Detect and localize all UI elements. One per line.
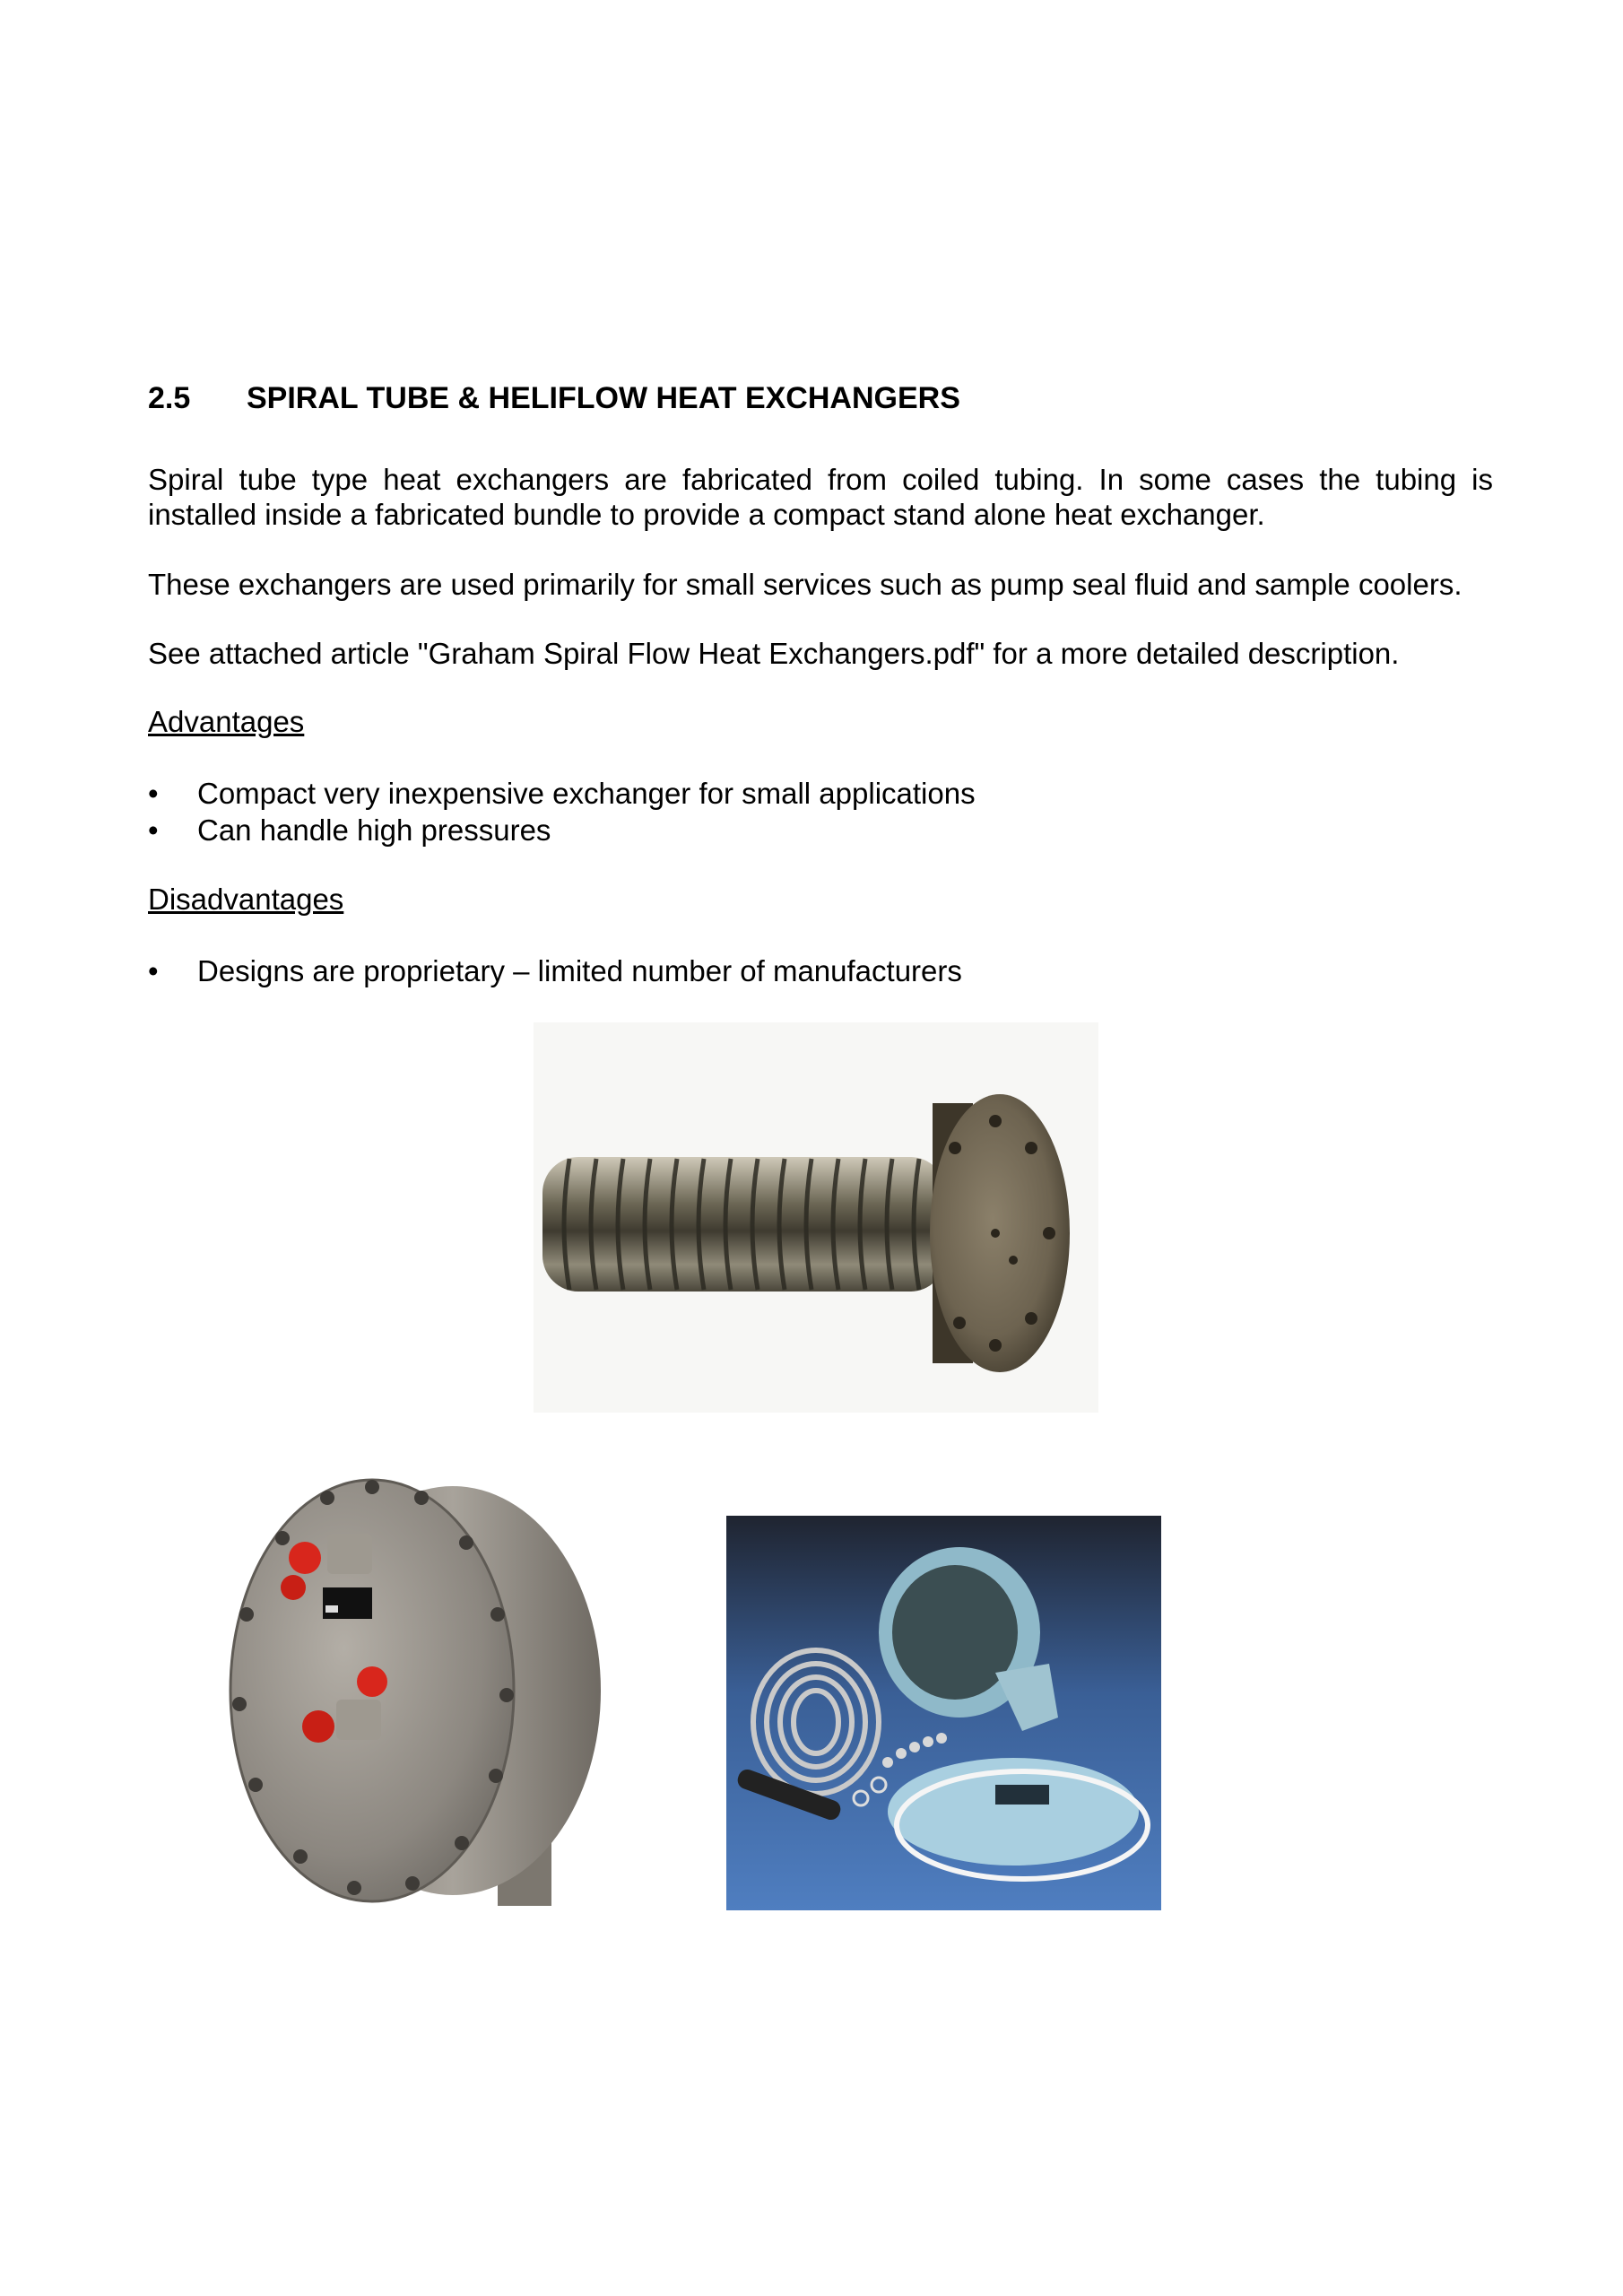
advantages-list [148,775,976,848]
disadvantages-heading: Disadvantages [148,883,344,916]
advantage-item: • Can handle high pressures [148,812,976,848]
section-title: SPIRAL TUBE & HELIFLOW HEAT EXCHANGERS [247,381,960,415]
disassembled-exchanger-photo [726,1516,1161,1910]
flange [930,1094,1070,1372]
advantages-heading: Advantages [148,705,305,738]
shell-exchanger-photo [229,1471,605,1910]
section-heading [148,381,960,416]
paragraph-intro: Spiral tube type heat exchangers are fabricated from coiled tubing. In some cases the tubing is installed inside a fabricated bundle to provide a compact stand alone heat exchanger. [148,463,1493,531]
section-number: 2.5 [148,381,191,415]
disadvantage-item: • Designs are proprietary – limited number of manufacturers [148,952,962,989]
spiral-coil-photo [534,1022,1098,1413]
paragraph-reference: See attached article "Graham Spiral Flow Heat Exchangers.pdf" for a more detailed description. [148,637,1400,670]
disadvantages-list [148,952,962,989]
paragraph-usage: These exchangers are used primarily for small services such as pump seal fluid and sample coolers. [148,568,1462,601]
coil-body [542,1157,946,1292]
advantage-item: • Compact very inexpensive exchanger for small applications [148,775,976,812]
